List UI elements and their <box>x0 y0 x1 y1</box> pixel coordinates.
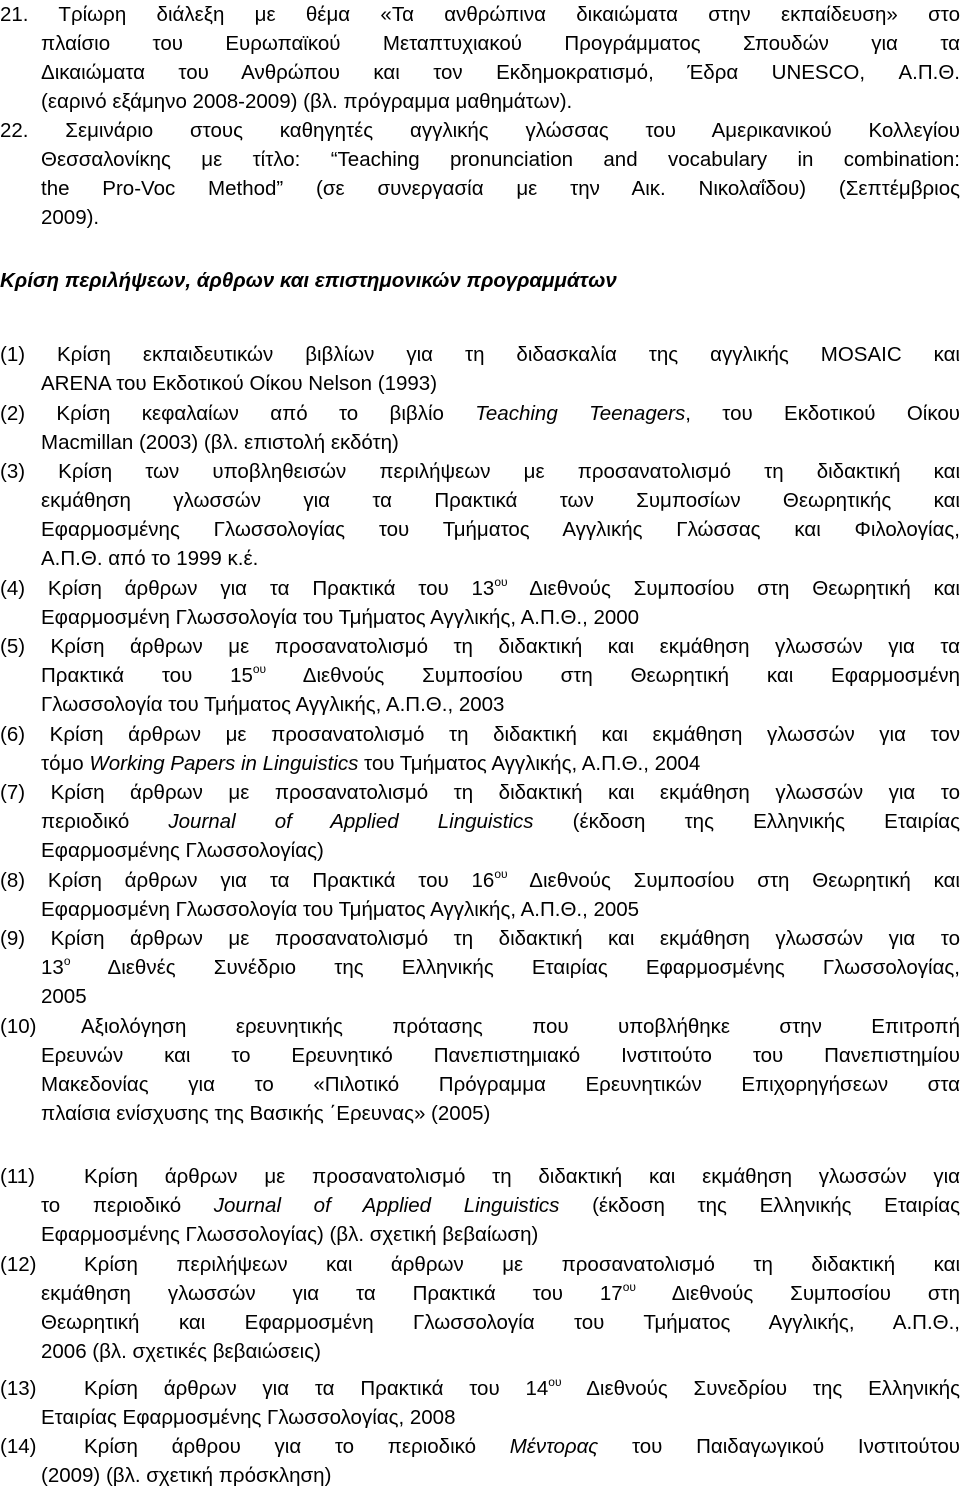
review-8-text: (8) Κρίση άρθρων για τα Πρακτικά του 16 <box>0 869 495 892</box>
review-4-line-2: Εφαρμοσμένη Γλωσσολογία του Τμήματος Αγγλικής, Α.Π.Θ., 2000 <box>41 606 640 629</box>
review-12-text: εκμάθηση γλωσσών για τα Πρακτικά του 17 <box>41 1282 623 1305</box>
review-14-text: Κρίση άρθρου για το περιοδικό <box>84 1435 510 1458</box>
review-14-text-post: του Παιδαγωγικού Ινστιτούτου <box>598 1435 960 1458</box>
review-7-text: περιοδικό <box>41 810 169 833</box>
review-2-text: (2) Κρίση κεφαλαίων από το βιβλίο <box>0 402 476 425</box>
review-8-line-1 <box>0 866 960 895</box>
review-9-text: 13 <box>41 956 64 979</box>
review-6-line-1: (6) Κρίση άρθρων με προσανατολισμό τη διδακτική και εκμάθηση γλωσσών για τον <box>0 723 960 746</box>
review-12-line-2 <box>41 1279 960 1308</box>
item-22-line-1: 22. Σεμινάριο στους καθηγητές αγγλικής γλώσσας του Αμερικανικού Κολλεγίου <box>0 119 960 142</box>
review-5-line-3: Γλωσσολογία του Τμήματος Αγγλικής, Α.Π.Θ., 2003 <box>41 693 505 716</box>
review-10-line-4: πλαίσια ενίσχυσης της Βασικής ΄Ερευνας» (2005) <box>41 1102 491 1125</box>
review-2-line-2: Macmillan (2003) (βλ. επιστολή εκδότη) <box>41 431 399 454</box>
review-8-ordinal: ου <box>494 867 508 881</box>
review-5-text: Πρακτικά του 15 <box>41 664 253 687</box>
review-9-line-3: 2005 <box>41 985 87 1008</box>
review-5-line-1: (5) Κρίση άρθρων με προσανατολισμό τη διδακτική και εκμάθηση γλωσσών για τα <box>0 635 960 658</box>
item-22-line-2: Θεσσαλονίκης με τίτλο: “Teaching pronunciation and vocabulary in combination: <box>41 148 960 171</box>
item-21-line-3: Δικαιώματα του Ανθρώπου και τον Εκδημοκρατισμό, Έδρα UNESCO, Α.Π.Θ. <box>41 61 960 84</box>
review-8-text-post: Διεθνούς Συμποσίου στη Θεωρητική και <box>507 869 960 892</box>
review-14-number: (14) <box>0 1435 37 1458</box>
review-1-line-1: (1) Κρίση εκπαιδευτικών βιβλίων για τη διδασκαλία της αγγλικής MOSAIC και <box>0 343 960 366</box>
review-6-volume-title: Working Papers in Linguistics <box>89 752 359 775</box>
review-5-text-post: Διεθνούς Συμποσίου στη Θεωρητική και Εφαρμοσμένη <box>266 664 960 687</box>
review-3-line-3: Εφαρμοσμένης Γλωσσολογίας του Τμήματος Αγγλικής Γλώσσας και Φιλολογίας, <box>41 518 960 541</box>
review-11-text-post: (έκδοση της Ελληνικής Εταιρίας <box>559 1194 960 1217</box>
review-7-line-2 <box>41 807 960 836</box>
review-2-text-post: , του Εκδοτικού Οίκου <box>685 402 960 425</box>
review-3-line-4: Α.Π.Θ. από το 1999 κ.έ. <box>41 547 259 570</box>
review-3-line-1: (3) Κρίση των υποβληθεισών περιλήψεων με προσανατολισμό τη διδακτική και <box>0 460 960 483</box>
review-12-line-1: Κρίση περιλήψεων και άρθρων με προσανατολισμό τη διδακτική και <box>84 1253 960 1276</box>
review-9-line-2 <box>41 953 960 982</box>
item-21-line-2: πλαίσιο του Ευρωπαϊκού Μεταπτυχιακού Προγράμματος Σπουδών για τα <box>41 32 960 55</box>
review-8-line-2: Εφαρμοσμένη Γλωσσολογία του Τμήματος Αγγλικής, Α.Π.Θ., 2005 <box>41 898 640 921</box>
review-13-text-post: Διεθνούς Συνεδρίου της Ελληνικής <box>561 1377 960 1400</box>
item-22-line-3: the Pro-Voc Method” (σε συνεργασία με την Αικ. Νικολαΐδου) (Σεπτέμβριος <box>41 177 960 200</box>
review-11-number: (11) <box>0 1165 35 1188</box>
review-12-line-3: Θεωρητική και Εφαρμοσμένη Γλωσσολογία του Τμήματος Αγγλικής, Α.Π.Θ., <box>41 1311 960 1334</box>
review-4-ordinal: ου <box>494 575 508 589</box>
review-4-text-post: Διεθνούς Συμποσίου στη Θεωρητική και <box>507 577 960 600</box>
review-3-line-2: εκμάθηση γλωσσών για τα Πρακτικά των Συμποσίων Θεωρητικής και <box>41 489 960 512</box>
review-12-number: (12) <box>0 1253 37 1276</box>
review-11-line-3: Εφαρμοσμένης Γλωσσολογίας) (βλ. σχετική βεβαίωση) <box>41 1223 539 1246</box>
item-21-line-4: (εαρινό εξάμηνο 2008-2009) (βλ. πρόγραμμα μαθημάτων). <box>41 90 573 113</box>
review-13-line-2: Εταιρίας Εφαρμοσμένης Γλωσσολογίας, 2008 <box>41 1406 456 1429</box>
review-1-line-2: ARENA του Εκδοτικού Οίκου Nelson (1993) <box>41 372 438 395</box>
review-9-ordinal: ο <box>63 954 71 968</box>
review-7-text-post: (έκδοση της Ελληνικής Εταιρίας <box>533 810 960 833</box>
review-9-text-post: Διεθνές Συνέδριο της Ελληνικής Εταιρίας Εφαρμοσμένης Γλωσσολογίας, <box>70 956 960 979</box>
review-6-text: τόμο <box>41 752 90 775</box>
item-22-line-4: 2009). <box>41 206 100 229</box>
review-12-text-post: Διεθνούς Συμποσίου στη <box>635 1282 960 1305</box>
review-11-line-2 <box>41 1191 960 1220</box>
review-6-line-2 <box>41 749 960 778</box>
review-13-number: (13) <box>0 1377 37 1400</box>
review-11-journal-title: Journal of Applied Linguistics <box>213 1194 560 1217</box>
review-7-journal-title: Journal of Applied Linguistics <box>168 810 534 833</box>
review-14-line-1 <box>84 1432 960 1461</box>
review-7-line-1: (7) Κρίση άρθρων με προσανατολισμό τη διδακτική και εκμάθηση γλωσσών για το <box>0 781 960 804</box>
review-9-line-1: (9) Κρίση άρθρων με προσανατολισμό τη διδακτική και εκμάθηση γλωσσών για το <box>0 927 960 950</box>
review-10-line-3: Μακεδονίας για το «Πιλοτικό Πρόγραμμα Ερευνητικών Επιχορηγήσεων στα <box>41 1073 960 1096</box>
review-13-line-1 <box>84 1374 960 1403</box>
review-4-text: (4) Κρίση άρθρων για τα Πρακτικά του 13 <box>0 577 495 600</box>
review-7-line-3: Εφαρμοσμένης Γλωσσολογίας) <box>41 839 324 862</box>
review-5-ordinal: ου <box>252 662 267 676</box>
review-10-line-2: Ερευνών και το Ερευνητικό Πανεπιστημιακό Ινστιτούτο του Πανεπιστημίου <box>41 1044 960 1067</box>
review-11-line-1: Κρίση άρθρων με προσανατολισμό τη διδακτική και εκμάθηση γλωσσών για <box>84 1165 960 1188</box>
review-6-text-post: του Τμήματος Αγγλικής, Α.Π.Θ., 2004 <box>358 752 701 775</box>
review-13-text: Κρίση άρθρων για τα Πρακτικά του 14 <box>84 1377 549 1400</box>
review-4-line-1 <box>0 574 960 603</box>
section-heading: Κρίση περιλήψεων, άρθρων και επιστημονικών προγραμμάτων <box>0 269 617 292</box>
item-21-line-1: 21. Τρίωρη διάλεξη με θέμα «Τα ανθρώπινα δικαιώματα στην εκπαίδευση» στο <box>0 3 960 26</box>
review-14-journal-title: Μέντορας <box>509 1435 599 1458</box>
review-2-book-title: Teaching Teenagers <box>475 402 686 425</box>
review-12-ordinal: ου <box>622 1280 636 1294</box>
review-12-line-4: 2006 (βλ. σχετικές βεβαιώσεις) <box>41 1340 321 1363</box>
review-10-line-1: Αξιολόγηση ερευνητικής πρότασης που υποβλήθηκε στην Επιτροπή <box>81 1015 960 1038</box>
review-10-number: (10) <box>0 1015 37 1038</box>
review-14-line-2: (2009) (βλ. σχετική πρόσκληση) <box>41 1464 332 1487</box>
review-13-ordinal: ου <box>548 1375 562 1389</box>
review-5-line-2 <box>41 661 960 690</box>
review-11-text: το περιοδικό <box>41 1194 214 1217</box>
review-2-line-1 <box>0 399 960 428</box>
